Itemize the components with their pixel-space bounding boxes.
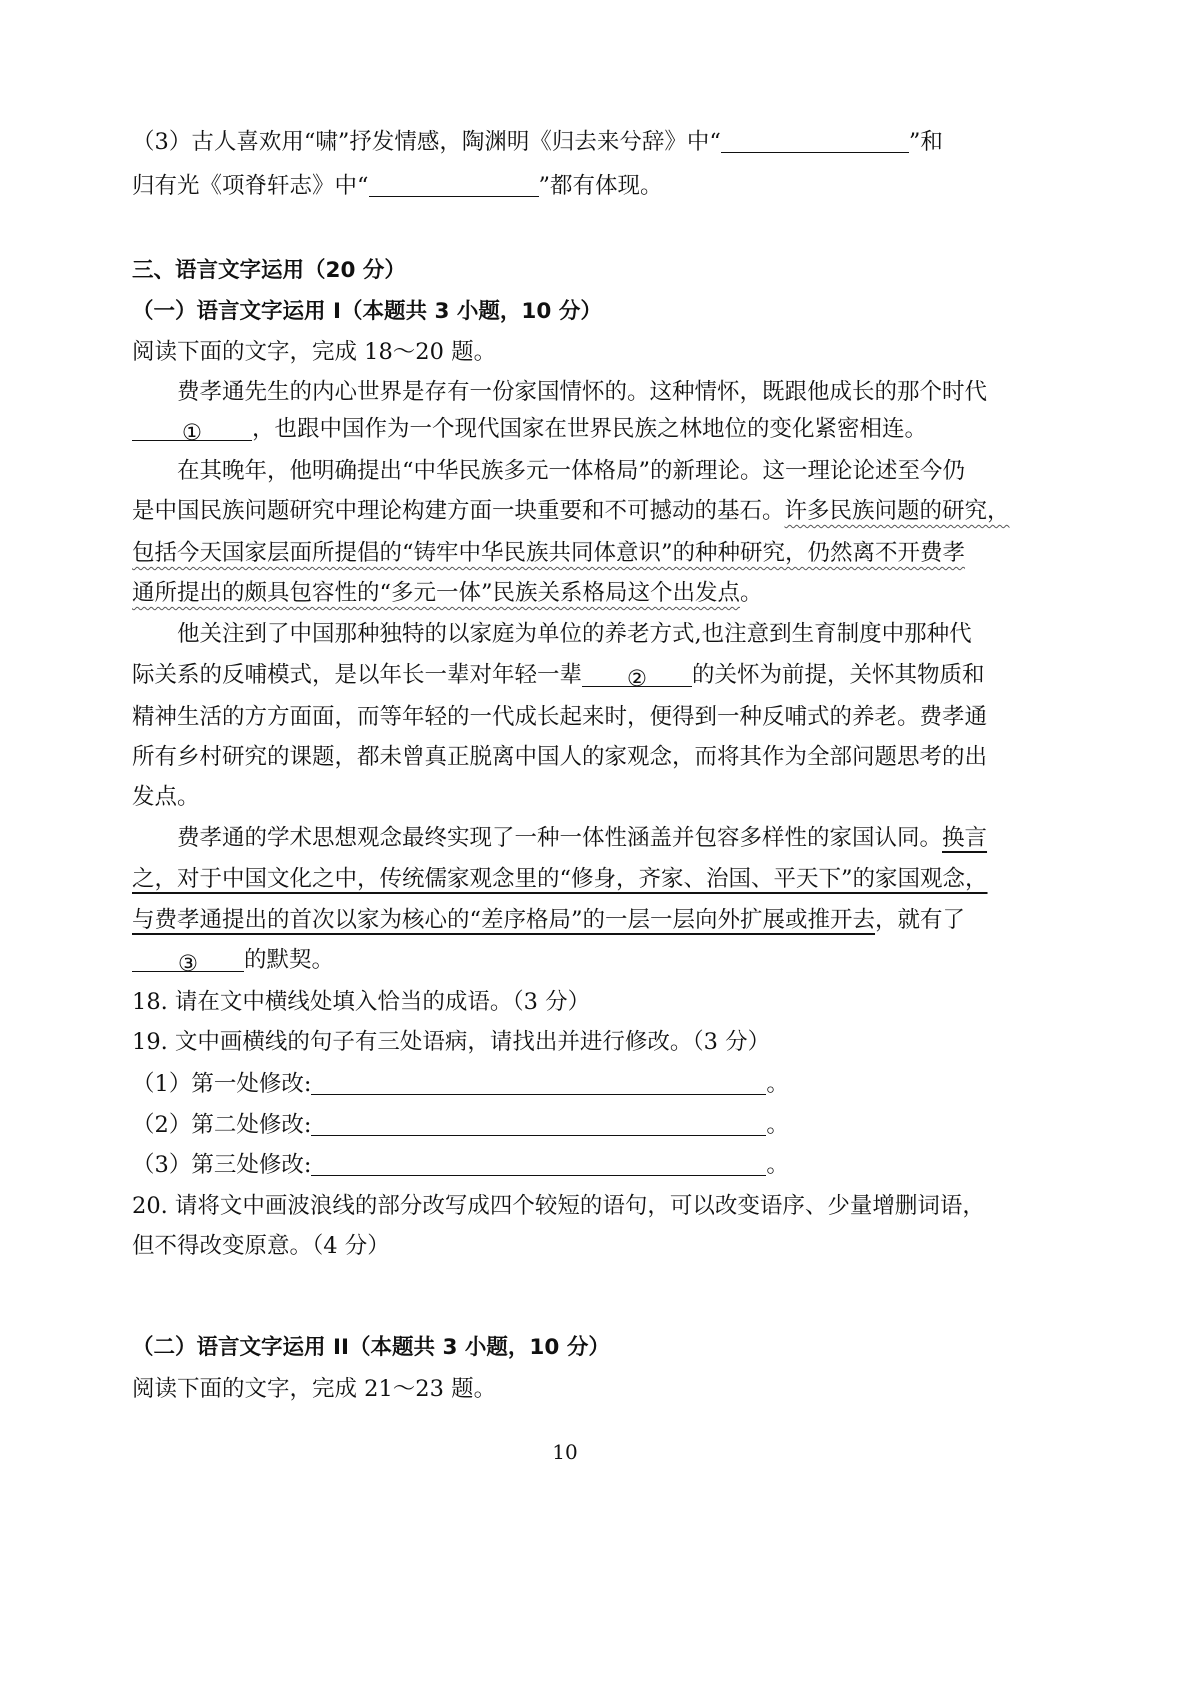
part2-title: （二）语言文字运用 II（本题共 3 小题，10 分） [132,1335,610,1360]
p4-line3: 与费孝通提出的首次以家为核心的“差序格局”的一层一层向外扩展或推开去，就有了 [132,907,966,933]
p2-line2: 是中国民族问题研究中理论构建方面一块重要和不可撼动的基石。许多民族问题的研究， [132,498,1010,524]
p4-line4: ③ 的默契。 [132,945,334,975]
q19-item-3: （3）第三处修改: 。 [132,1152,789,1178]
p2-line3 [132,538,965,568]
p1-line1: 费孝通先生的内心世界是存有一份家国情怀的。这种情怀，既跟他成长的那个时代 [177,379,988,405]
p3-line3: 精神生活的方方面面，而等年轻的一代成长起来时，便得到一种反哺式的养老。费孝通 [132,704,988,730]
q19-item-2: （2）第二处修改: 。 [132,1112,789,1138]
p2-line4: 通所提出的颇具包容性的“多元一体”民族关系格局这个出发点。 [132,580,763,606]
answer-blank[interactable] [369,174,539,197]
part1-intro: 阅读下面的文字，完成 18～20 题。 [132,339,497,365]
q19-item-1: （1）第一处修改: 。 [132,1071,789,1097]
p3-line2: 际关系的反哺模式，是以年长一辈对年轻一辈 ② 的关怀为前提，关怀其物质和 [132,662,985,692]
question-20-line1: 20. 请将文中画波浪线的部分改写成四个较短的语句，可以改变语序、少量增删词语， [132,1193,985,1219]
question-18: 18. 请在文中横线处填入恰当的成语。（3 分） [132,989,591,1015]
blank-1[interactable]: ① [132,418,252,441]
wavy-text: 许多民族问题的研究， [784,498,1010,524]
answer-blank[interactable] [311,1113,766,1136]
q17-3-line1: （3）古人喜欢用“啸”抒发情感，陶渊明《归去来兮辞》中“ ”和 [132,129,943,155]
question-20-line2: 但不得改变原意。（4 分） [132,1233,390,1259]
question-19: 19. 文中画横线的句子有三处语病，请找出并进行修改。（3 分） [132,1029,771,1055]
q17-3-line2: 归有光《项脊轩志》中“ ”都有体现。 [132,173,663,199]
wavy-text: 包括今天国家层面所提倡的“铸牢中华民族共同体意识”的种种研究，仍然离不开费孝 [132,540,966,566]
p3-line5: 发点。 [132,784,200,810]
answer-blank[interactable] [311,1072,766,1095]
answer-blank[interactable] [311,1153,766,1176]
p1-line2: ① ，也跟中国作为一个现代国家在世界民族之林地位的变化紧密相连。 [132,414,927,444]
blank-3[interactable]: ③ [132,949,244,972]
wavy-text: 通所提出的颇具包容性的“多元一体”民族关系格局这个出发点 [132,580,741,606]
part2-intro: 阅读下面的文字，完成 21～23 题。 [132,1376,497,1402]
p2-line1: 在其晚年，他明确提出“中华民族多元一体格局”的新理论。这一理论论述至今仍 [177,458,966,484]
p4-line2 [132,864,988,894]
blank-2[interactable]: ② [582,664,692,687]
answer-blank[interactable] [721,130,909,153]
p3-line1: 他关注到了中国那种独特的以家庭为单位的养老方式,也注意到生育制度中那种代 [177,621,972,647]
p3-line4: 所有乡村研究的课题，都未曾真正脱离中国人的家观念，而将其作为全部问题思考的出 [132,744,988,770]
underlined-text: 换言 [942,825,988,851]
page-number: 10 [552,1440,578,1464]
underlined-text: 与费孝通提出的首次以家为核心的“差序格局”的一层一层向外扩展或推开去 [132,907,876,933]
underlined-text: 之，对于中国文化之中，传统儒家观念里的“修身，齐家、治国、平天下”的家国观念， [132,866,988,892]
part1-title: （一）语言文字运用 I（本题共 3 小题，10 分） [132,299,602,324]
p4-line1: 费孝通的学术思想观念最终实现了一种一体性涵盖并包容多样性的家国认同。换言 [177,825,988,851]
section-title: 三、语言文字运用（20 分） [132,258,406,283]
